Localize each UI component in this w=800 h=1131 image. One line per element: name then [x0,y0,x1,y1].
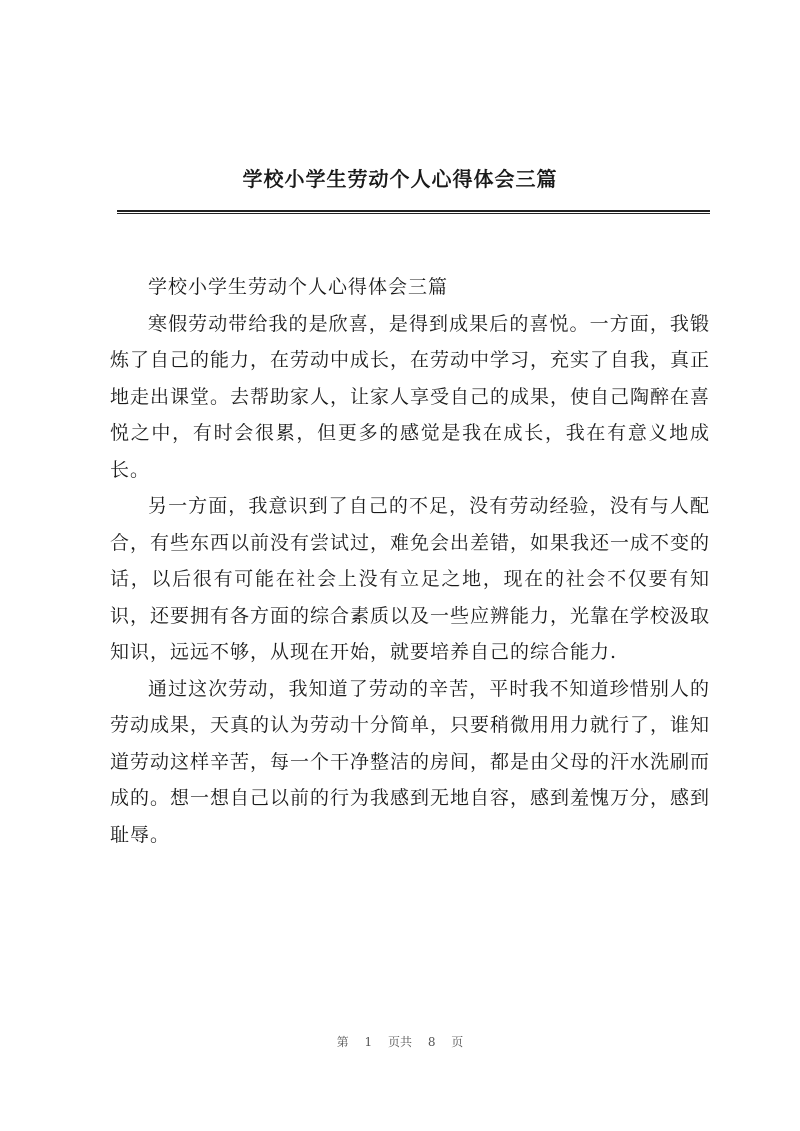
footer-page-number: 1 [364,1035,373,1049]
footer-page-middle: 页共 [387,1035,412,1049]
footer-page-suffix: 页 [451,1035,464,1049]
body-paragraph-heading: 学校小学生劳动个人心得体会三篇 [148,276,449,298]
body-paragraph: 通过这次劳动，我知道了劳动的辛苦，平时我不知道珍惜别人的劳动成果，天真的认为劳动十分简单，只要稍微用用力就行了，谁知道劳动这样辛苦，每一个干净整洁的房间，都是由父母的汗水洗刷而成的。想一想自己以前的行为我感到无地自容，感到羞愧万分，感到耻辱。 [110,677,711,846]
title-divider [117,210,710,214]
document-body [110,269,710,853]
body-paragraph: 另一方面，我意识到了自己的不足，没有劳动经验，没有与人配合，有些东西以前没有尝试过，难免会出差错，如果我还一成不变的话，以后很有可能在社会上没有立足之地，现在的社会不仅要有知识，还要拥有各方面的综合素质以及一些应辨能力，光靠在学校汲取知识，远远不够，从现在开始，就要培养自己的综合能力. [110,495,711,663]
footer-page-total: 8 [427,1035,436,1049]
body-paragraph: 寒假劳动带给我的是欣喜，是得到成果后的喜悦。一方面，我锻炼了自己的能力，在劳动中成长，在劳动中学习，充实了自我，真正地走出课堂。去帮助家人，让家人享受自己的成果，使自己陶醉在喜悦之中，有时会很累，但更多的感觉是我在成长，我在有意义地成长。 [110,312,711,481]
document-title: 学校小学生劳动个人心得体会三篇 [242,167,558,191]
footer-page-prefix: 第 [336,1035,349,1049]
page-footer [0,1033,800,1050]
